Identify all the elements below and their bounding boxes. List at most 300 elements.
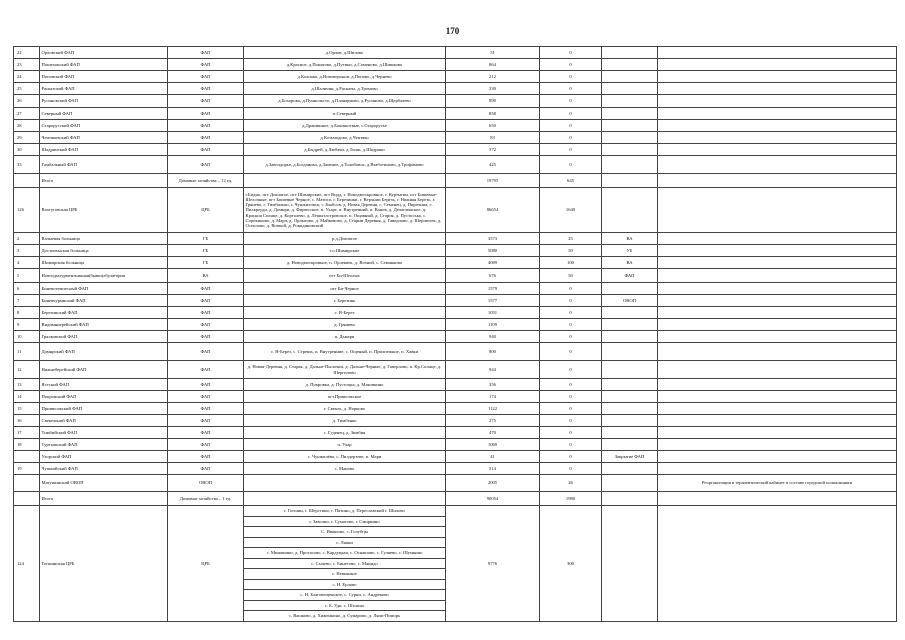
settlement-line: С. Ивашово, с. Голубцы <box>244 527 445 538</box>
settlements <box>244 506 446 622</box>
facility-name: Чентяковский ФАП <box>40 132 168 144</box>
row-number: 16 <box>14 415 40 427</box>
facility-name: Шимирская больница <box>40 257 168 269</box>
facility-type: ФАП <box>168 319 244 331</box>
population: 1579 <box>446 283 540 295</box>
table-row <box>14 283 897 295</box>
table-row <box>14 295 897 307</box>
table-row <box>14 144 897 156</box>
facility-type: ФАП <box>168 391 244 403</box>
row-number: 25 <box>14 83 40 95</box>
note <box>658 403 897 415</box>
facility-type: ФАП <box>168 71 244 83</box>
value-1: 0 <box>540 156 602 174</box>
value-1: 1640 <box>540 188 602 233</box>
value-1: 0 <box>540 451 602 463</box>
table-row <box>14 331 897 343</box>
facility-name: Орловский ФАП <box>40 47 168 59</box>
facility-type: ФАП <box>168 47 244 59</box>
table-row <box>14 475 897 492</box>
value-2 <box>602 331 658 343</box>
settlements: г. Березинь <box>244 295 446 307</box>
table-row <box>14 59 897 71</box>
settlements: с. Чушкилёва, с. Пилдерзеве, п. Мари <box>244 451 446 463</box>
settlements: п.Северный <box>244 108 446 120</box>
value-1: 50 <box>540 269 602 283</box>
settlement-line: с. Б. Уди, с. Шелино <box>244 601 445 612</box>
value-1: 645 <box>540 174 602 188</box>
settlement-line: с. Сычево, с. Бинетово, с. Маиндо <box>244 559 445 570</box>
settlement-line: с. Вашково, д. Хиженкино, д. Сумарово, д. Ляпи-Поморь <box>288 613 401 618</box>
facility-type: ФАП <box>168 295 244 307</box>
table-row <box>14 257 897 269</box>
facility-type: ФАП <box>168 427 244 439</box>
note <box>658 283 897 295</box>
row-number: 4 <box>14 257 40 269</box>
facility-type: ФАП <box>168 361 244 379</box>
note <box>658 59 897 71</box>
value-1: 0 <box>540 71 602 83</box>
value-1: 0 <box>540 331 602 343</box>
population: 800 <box>446 343 540 361</box>
value-2 <box>602 83 658 95</box>
settlements: д.Заволдорье, д.Богданово, д.Заовное, д.Толибовск, д.Взаботиново, д.Трофимово <box>244 156 446 174</box>
population: 944 <box>446 361 540 379</box>
value-2 <box>602 283 658 295</box>
value-1: 0 <box>540 120 602 132</box>
note <box>658 132 897 144</box>
value-2 <box>602 403 658 415</box>
value-2 <box>602 439 658 451</box>
row-number: 28 <box>14 120 40 132</box>
facility-type: ФАП <box>168 307 244 319</box>
facility-type: ФАП <box>168 343 244 361</box>
row-number: 126 <box>14 188 40 233</box>
facility-name: Тимбийский ФАП <box>40 427 168 439</box>
settlements: д.Колпако, д.Нововоронов, д.Попово, д.Чернево <box>244 71 446 83</box>
settlements: д.Дранишное, д.Бокишотвые, с.Старорусье <box>244 120 446 132</box>
facility-type: ГБ <box>168 233 244 245</box>
table-row <box>14 233 897 245</box>
table-row <box>14 379 897 391</box>
settlements: с. Н-Берез, с. Стрешь, п. Внутренние, с. Ощеный, п. Прилпежное, п. Хавки <box>244 343 446 361</box>
population: 356 <box>446 379 540 391</box>
note <box>658 506 897 622</box>
note <box>658 343 897 361</box>
value-2 <box>602 144 658 156</box>
row-number <box>14 174 40 188</box>
population: 174 <box>446 391 540 403</box>
facility-name: Нижнеберейский ФАП <box>40 361 168 379</box>
note <box>658 269 897 283</box>
table-row <box>14 391 897 403</box>
note <box>658 71 897 83</box>
population: 1122 <box>446 403 540 415</box>
table-row <box>14 269 897 283</box>
value-1: 25 <box>540 233 602 245</box>
facility-name: Новоодмлурментникная(бывш)лбулатория <box>40 269 168 283</box>
value-1: 0 <box>540 295 602 307</box>
facility-name: Домнрский ФАП <box>40 343 168 361</box>
facility-name: Покровский ФАП <box>40 391 168 403</box>
population: 41 <box>446 451 540 463</box>
facility-type: ФАП <box>168 144 244 156</box>
population: 470 <box>446 427 540 439</box>
row-number: 5 <box>14 269 40 283</box>
row-number: 9 <box>14 319 40 331</box>
facility-name: Ухорский ФАП <box>40 451 168 463</box>
facility-name: Достигвыская больница <box>40 245 168 257</box>
facility-name: Пошехонский ФАП <box>40 59 168 71</box>
facility-type: ФАП <box>168 415 244 427</box>
note <box>658 391 897 403</box>
population: 3573 <box>446 233 540 245</box>
table-row <box>14 361 897 379</box>
settlements <box>244 475 446 492</box>
facility-type: ФАП <box>168 331 244 343</box>
value-2: ОВОП <box>602 295 658 307</box>
value-2 <box>602 108 658 120</box>
settlement-line: с. Минашино, д. Протасово, с. Кардуцкая, с. Оснашово, с. Гуляево, с. Шумкино <box>244 548 445 559</box>
settlements: д. Новая-Деревня, д. Старая, д. Дальне-Пылочки, д. Дальне-Черные, д. Гаверлово, п. Кр.Солнце, д. Шергилово <box>244 361 446 379</box>
settlements: д.Козьмодово, д.Чентяко <box>244 132 446 144</box>
facility-type: ФАП <box>168 120 244 132</box>
facility-type: ВА <box>168 269 244 283</box>
value-1: 0 <box>540 59 602 71</box>
facility-name: Ясеский ФАП <box>40 379 168 391</box>
value-1: 100 <box>540 257 602 269</box>
row-number: 19 <box>14 463 40 475</box>
value-2 <box>602 174 658 188</box>
row-number: 26 <box>14 95 40 108</box>
settlements: г. Свекль, д. Норково <box>244 403 446 415</box>
population: 83 <box>446 132 540 144</box>
value-2 <box>602 391 658 403</box>
settlements: д. Гряниво <box>244 319 446 331</box>
row-number: 23 <box>14 59 40 71</box>
settlements: т.о.Шимирские <box>244 245 446 257</box>
facility-type: ФАП <box>168 95 244 108</box>
settlements: пгт.Приволжское <box>244 391 446 403</box>
value-1: 50 <box>540 245 602 257</box>
population: 19795 <box>446 174 540 188</box>
table-row <box>14 403 897 415</box>
value-1: 0 <box>540 343 602 361</box>
value-1: 0 <box>540 83 602 95</box>
table-row <box>14 439 897 451</box>
settlements: д.Красное, д.Понятово, д.Путино, д.Соменово, д.Шишково <box>244 59 446 71</box>
value-1: 0 <box>540 307 602 319</box>
facility-type: Домовые хозяйства – 1 ед. <box>168 492 244 506</box>
row-number: 10 <box>14 331 40 343</box>
row-number: 14 <box>14 391 40 403</box>
settlement-line: г. Гогшин, г. Шерстино, г. Пятино, д. Переславский г. Шилово <box>244 506 445 517</box>
settlements: с. Маново <box>244 463 446 475</box>
note <box>658 245 897 257</box>
note <box>658 83 897 95</box>
table-row <box>14 174 897 188</box>
value-1: 1980 <box>540 492 602 506</box>
facility-name: Биневотемпесный ФАП <box>40 283 168 295</box>
table-row <box>14 463 897 475</box>
facility-name: Итого <box>40 492 168 506</box>
value-1: 0 <box>540 463 602 475</box>
note <box>658 427 897 439</box>
table-row <box>14 307 897 319</box>
facility-name: Прииволжский ФАП <box>40 403 168 415</box>
value-1: 0 <box>540 283 602 295</box>
note <box>658 319 897 331</box>
settlements: пгт Би-Шеолых <box>244 269 446 283</box>
settlements <box>244 174 446 188</box>
population: 5080 <box>446 245 540 257</box>
note <box>658 361 897 379</box>
facility-type: ФАП <box>168 83 244 95</box>
population: 4089 <box>446 257 540 269</box>
page-number: 170 <box>445 26 460 36</box>
settlements: п. Ухар <box>244 439 446 451</box>
settlements: д. Покровка, д. Пустоцка, д. Маковкино <box>244 379 446 391</box>
population: 1109 <box>446 319 540 331</box>
population: 858 <box>446 108 540 120</box>
note <box>658 174 897 188</box>
table-row <box>14 47 897 59</box>
value-1: 0 <box>540 427 602 439</box>
facility-type: ФАП <box>168 59 244 71</box>
row-number: 30 <box>14 144 40 156</box>
value-2 <box>602 59 658 71</box>
population: 9776 <box>446 506 540 622</box>
row-number: 33 <box>14 156 40 174</box>
note <box>658 331 897 343</box>
population: 940 <box>446 331 540 343</box>
table-row <box>14 156 897 174</box>
value-2 <box>602 319 658 331</box>
facility-name: Грялковский ФАП <box>40 331 168 343</box>
value-2 <box>602 343 658 361</box>
population: 514 <box>446 463 540 475</box>
facility-name: Русиновский ФАП <box>40 95 168 108</box>
note <box>658 144 897 156</box>
value-2 <box>602 307 658 319</box>
row-number: 22 <box>14 47 40 59</box>
value-2 <box>602 361 658 379</box>
population: 2005 <box>446 475 540 492</box>
population: 1577 <box>446 295 540 307</box>
row-number: 3 <box>14 245 40 257</box>
note <box>658 295 897 307</box>
population: 275 <box>446 415 540 427</box>
facility-type: Домовые хозяйства – 12 ед. <box>168 174 244 188</box>
settlements: д.Шаличин, д.Раскаты, д.Тромово <box>244 83 446 95</box>
table-row <box>14 343 897 361</box>
row-number: 12 <box>14 361 40 379</box>
note <box>658 257 897 269</box>
settlement-line: с. Ляпки <box>244 538 445 549</box>
note <box>658 307 897 319</box>
value-2: ФАП <box>602 269 658 283</box>
note: Реорганизация в терапевтический кабинет в составе городской поликлиники <box>658 475 897 492</box>
row-number <box>14 451 40 463</box>
note <box>658 188 897 233</box>
value-1: 0 <box>540 144 602 156</box>
facility-type: ГБ <box>168 245 244 257</box>
row-number: 24 <box>14 71 40 83</box>
note <box>658 108 897 120</box>
facility-type: ФАП <box>168 463 244 475</box>
facility-name: Видимниерейский ФАП <box>40 319 168 331</box>
value-1: 0 <box>540 319 602 331</box>
note <box>658 492 897 506</box>
value-1: 0 <box>540 391 602 403</box>
note <box>658 463 897 475</box>
population: 425 <box>446 156 540 174</box>
value-1: 0 <box>540 95 602 108</box>
settlement-line: с. Н. Благовещенское, с. Сурки, с. Андреково <box>244 590 445 601</box>
value-2 <box>602 379 658 391</box>
facility-name: Матушинский ОВОП <box>40 475 168 492</box>
settlements: р.д.Докчатое <box>244 233 446 245</box>
value-1: 0 <box>540 132 602 144</box>
note <box>658 233 897 245</box>
table-row <box>14 108 897 120</box>
facility-name: Северный ФАП <box>40 108 168 120</box>
value-2 <box>602 492 658 506</box>
value-1: 0 <box>540 379 602 391</box>
facility-name: Валыевая больница <box>40 233 168 245</box>
facilities-table <box>13 46 897 622</box>
settlements: д. Тимбенко <box>244 415 446 427</box>
facility-name: Свекельний ФАП <box>40 415 168 427</box>
settlements <box>244 492 446 506</box>
population: 372 <box>446 144 540 156</box>
table-row <box>14 188 897 233</box>
population: 676 <box>446 269 540 283</box>
value-2: УБ <box>602 245 658 257</box>
value-2 <box>602 506 658 622</box>
value-2: ВА <box>602 233 658 245</box>
note <box>658 451 897 463</box>
value-2 <box>602 120 658 132</box>
settlements: д. Новодмоскровное, п. Орлеквек, д. Возной, с. Семинково <box>244 257 446 269</box>
row-number: 27 <box>14 108 40 120</box>
row-number <box>14 475 40 492</box>
settlement-line: с. Н. Ерлово <box>244 580 445 591</box>
settlement-line: с. Невышкое <box>244 569 445 580</box>
facility-type: ГБ <box>168 257 244 269</box>
settlement-line: г. Заволно, г. Сумагово, г. Смирнино <box>244 517 445 528</box>
facility-name: Старорусский ФАП <box>40 120 168 132</box>
facility-type: ФАП <box>168 156 244 174</box>
facility-type: ФАП <box>168 132 244 144</box>
population: 51 <box>446 47 540 59</box>
settlements: д.Орлов, д.Шилово <box>244 47 446 59</box>
value-2 <box>602 132 658 144</box>
facility-name: Туртышский ФАП <box>40 439 168 451</box>
facility-name: Вохтуговская ЦРБ <box>40 188 168 233</box>
table-row <box>14 319 897 331</box>
facility-name: Березинский ФАП <box>40 307 168 319</box>
table-row <box>14 427 897 439</box>
value-2 <box>602 427 658 439</box>
table-row <box>14 120 897 132</box>
facility-name: Гамбальный ФАП <box>40 156 168 174</box>
table-row <box>14 415 897 427</box>
row-number: 124 <box>14 506 40 622</box>
table-row <box>14 71 897 83</box>
facility-type: ЦРБ <box>168 188 244 233</box>
facility-type: ФАП <box>168 379 244 391</box>
value-1: 0 <box>540 415 602 427</box>
population: 90054 <box>446 492 540 506</box>
facility-name: Итого <box>40 174 168 188</box>
value-2 <box>602 156 658 174</box>
note <box>658 156 897 174</box>
value-2 <box>602 47 658 59</box>
facility-type: ФАП <box>168 403 244 415</box>
population: 650 <box>446 120 540 132</box>
row-number: 29 <box>14 132 40 144</box>
note <box>658 95 897 108</box>
row-number <box>14 492 40 506</box>
value-1: 26 <box>540 475 602 492</box>
table-row <box>14 451 897 463</box>
value-2 <box>602 95 658 108</box>
row-number: 13 <box>14 379 40 391</box>
facility-name: Поповский ФАП <box>40 71 168 83</box>
value-1: 300 <box>540 506 602 622</box>
row-number: 15 <box>14 403 40 415</box>
settlements: г.Бидно, пгт Докчатое, пгт Шимирские, пгт Видд, г. Новодмоскровное, г. Куртыгин, пгт Бишевые-Шелочные, пгт Бишевые Черное, с. Матисо, г. Березинки, г. Верхнии Березь, г. Нижняя Березь, г. Грянево, г. Тимбилько, г. Чушкиловск, г. Зиабсов, д. Новая Деревня, с. Семенец, д. Пирочниа, с. Пилкреуди, д. Домнри, д. Фирюсское, п. Ухарт, п. Внутренний, п. Ванов, д. Дечатлинское, д. Красноя Солнце, д. Корталево, д. Лешытлстровское, п. Ощавный, д. Староя, д. Пустоська, с. Сорокиново, д. Марч, д. Орлыгово, д. Майковово, д. Старни Деревня, д. Гаверлово, д. Шершелек, д. Осеплово, д. Вопкой, д. Ровидиновский <box>244 188 446 233</box>
value-1: 0 <box>540 108 602 120</box>
row-number: 18 <box>14 439 40 451</box>
facility-type: ФАП <box>168 283 244 295</box>
population: 330 <box>446 83 540 95</box>
facility-name: Биневчурмнский ФАП <box>40 295 168 307</box>
value-1: 0 <box>540 439 602 451</box>
settlements: с. В-Берез <box>244 307 446 319</box>
row-number: 11 <box>14 343 40 361</box>
value-1: 0 <box>540 47 602 59</box>
value-2 <box>602 71 658 83</box>
note <box>658 47 897 59</box>
row-number: 6 <box>14 283 40 295</box>
settlements: с. Гуденец, д. Зимбия <box>244 427 446 439</box>
table-row <box>14 83 897 95</box>
facility-name: Чушкийский ФАП <box>40 463 168 475</box>
facility-type: ФАП <box>168 108 244 120</box>
row-number: 17 <box>14 427 40 439</box>
facility-type: ЦРБ <box>168 506 244 622</box>
note <box>658 415 897 427</box>
population: 212 <box>446 71 540 83</box>
value-2 <box>602 475 658 492</box>
value-1: 0 <box>540 403 602 415</box>
table-row <box>14 132 897 144</box>
value-1: 0 <box>540 361 602 379</box>
table-row <box>14 506 897 622</box>
row-number: 7 <box>14 295 40 307</box>
note <box>658 379 897 391</box>
facility-type: ФАП <box>168 451 244 463</box>
value-2: Закрытие ФАП <box>602 451 658 463</box>
facility-name: Раскатский ФАП <box>40 83 168 95</box>
note <box>658 120 897 132</box>
facility-type: ФАП <box>168 439 244 451</box>
value-2 <box>602 415 658 427</box>
population: 86654 <box>446 188 540 233</box>
facility-name: Шадринский ФАП <box>40 144 168 156</box>
